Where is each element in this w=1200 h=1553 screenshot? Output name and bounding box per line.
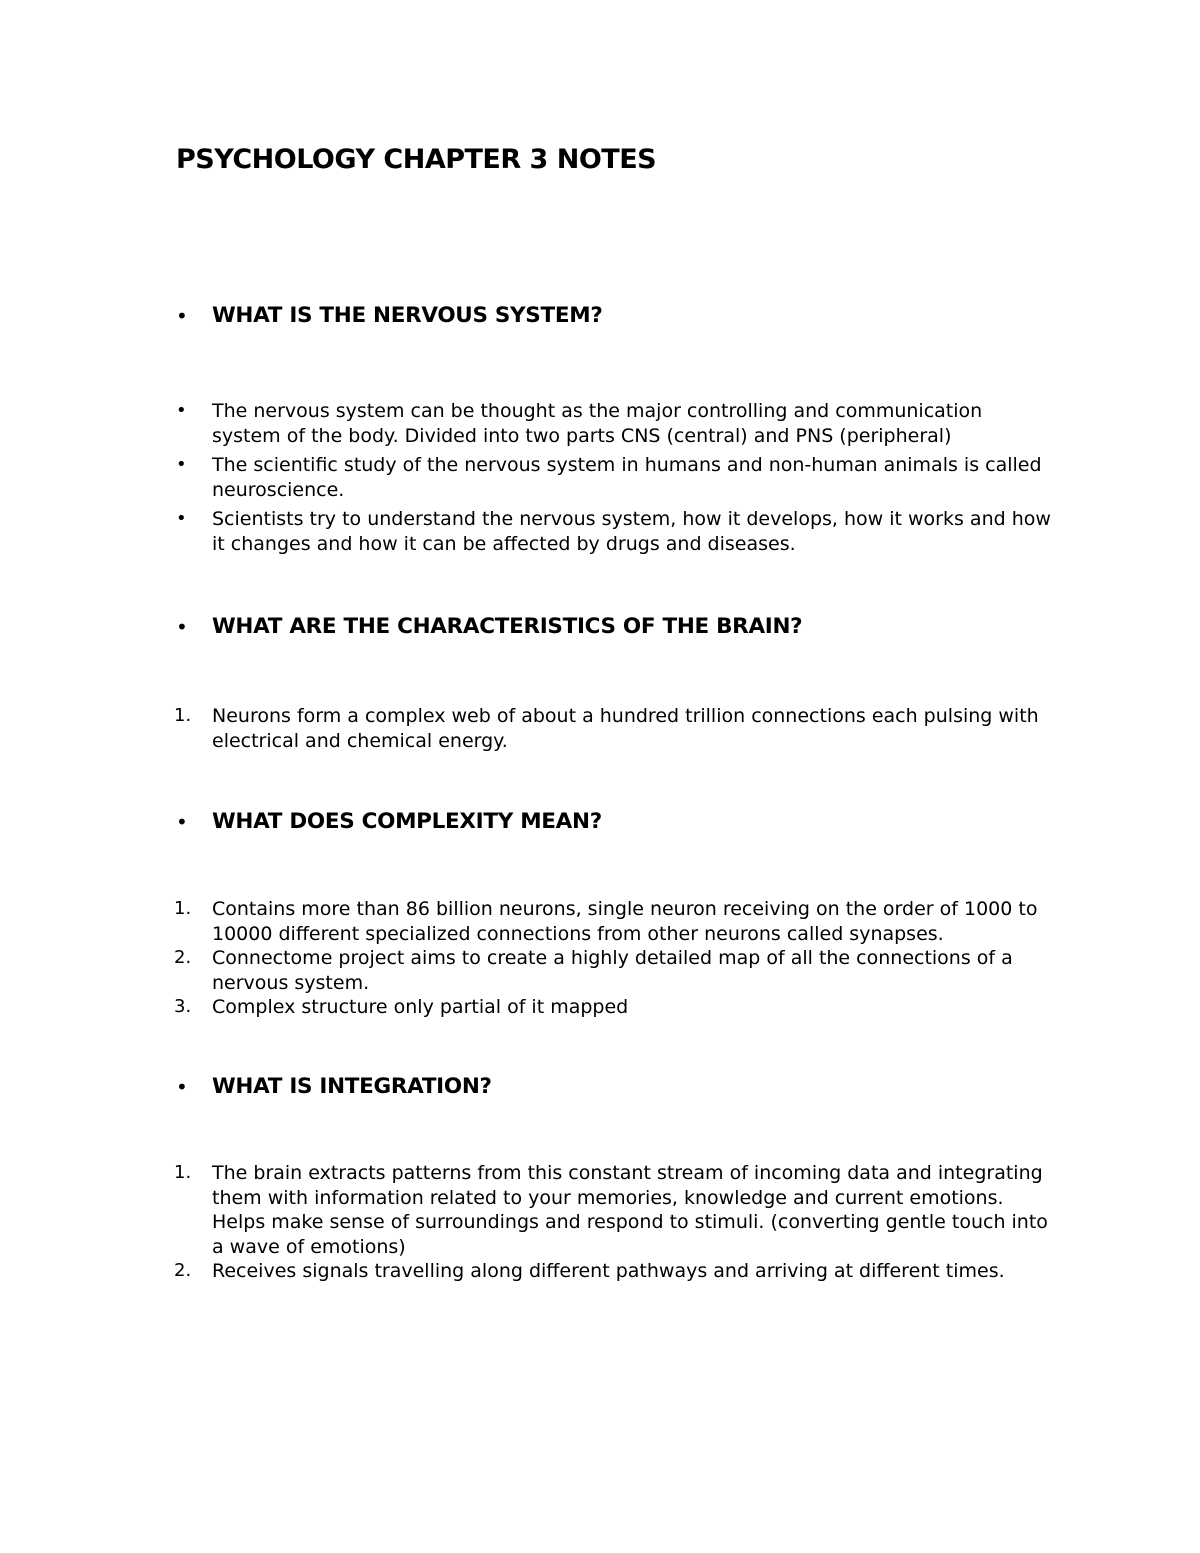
list-item-text: Neurons form a complex web of about a hundred trillion connections each pulsing with electrical and chemical energy.: [212, 705, 1039, 752]
number-marker: 3.: [174, 996, 192, 1017]
heading-text: WHAT IS INTEGRATION?: [212, 1074, 492, 1099]
bullet-marker: •: [176, 810, 188, 834]
heading-text: WHAT DOES COMPLEXITY MEAN?: [212, 809, 602, 834]
section-heading-complexity: [176, 810, 1056, 835]
list-item-text: Connectome project aims to create a highly detailed map of all the connections of a nervous system.: [212, 947, 1013, 994]
list-item: [176, 1161, 1056, 1259]
page-title: PSYCHOLOGY CHAPTER 3 NOTES: [176, 144, 657, 175]
list-item-text: Complex structure only partial of it mapped: [212, 996, 629, 1018]
list-item: [176, 1259, 1056, 1284]
list-item: [176, 704, 1056, 753]
number-marker: 2.: [174, 947, 192, 968]
section-list-integration: [176, 1161, 1056, 1284]
bullet-marker: •: [176, 454, 187, 475]
section-list-nervous-system: [176, 399, 1056, 556]
list-item-text: Receives signals travelling along different pathways and arriving at different times.: [212, 1260, 1005, 1282]
heading-text: WHAT IS THE NERVOUS SYSTEM?: [212, 303, 603, 328]
bullet-marker: •: [176, 508, 187, 529]
bullet-marker: •: [176, 304, 188, 328]
number-marker: 1.: [174, 705, 192, 726]
number-marker: 1.: [174, 1162, 192, 1183]
list-item-text: The brain extracts patterns from this constant stream of incoming data and integrating them with information related to your memories, knowledge and current emotions. Helps make sense of surroundings and respond to stimuli. (converting gentle touch into a wave of emotions): [212, 1162, 1048, 1258]
list-item: [176, 399, 1056, 448]
bullet-marker: •: [176, 615, 188, 639]
heading-text: WHAT ARE THE CHARACTERISTICS OF THE BRAIN?: [212, 614, 803, 639]
list-item-text: Contains more than 86 billion neurons, single neuron receiving on the order of 1000 to 10000 different specialized connections from other neurons called synapses.: [212, 898, 1038, 945]
list-item: [176, 946, 1056, 995]
section-heading-integration: [176, 1075, 1056, 1100]
section-list-brain-characteristics: [176, 704, 1056, 753]
list-item: [176, 453, 1056, 502]
list-item-text: Scientists try to understand the nervous system, how it develops, how it works and how it changes and how it can be affected by drugs and diseases.: [212, 508, 1051, 555]
number-marker: 1.: [174, 898, 192, 919]
section-heading-nervous-system: [176, 304, 1056, 329]
list-item-text: The scientific study of the nervous system in humans and non-human animals is called neuroscience.: [212, 454, 1042, 501]
list-item: [176, 507, 1056, 556]
list-item-text: The nervous system can be thought as the major controlling and communication system of the body. Divided into two parts CNS (central) and PNS (peripheral): [212, 400, 983, 447]
bullet-marker: •: [176, 1075, 188, 1099]
bullet-marker: •: [176, 400, 187, 421]
section-list-complexity: [176, 897, 1056, 1020]
list-item: [176, 897, 1056, 946]
section-heading-brain-characteristics: [176, 615, 1056, 640]
number-marker: 2.: [174, 1260, 192, 1281]
list-item: [176, 995, 1056, 1020]
